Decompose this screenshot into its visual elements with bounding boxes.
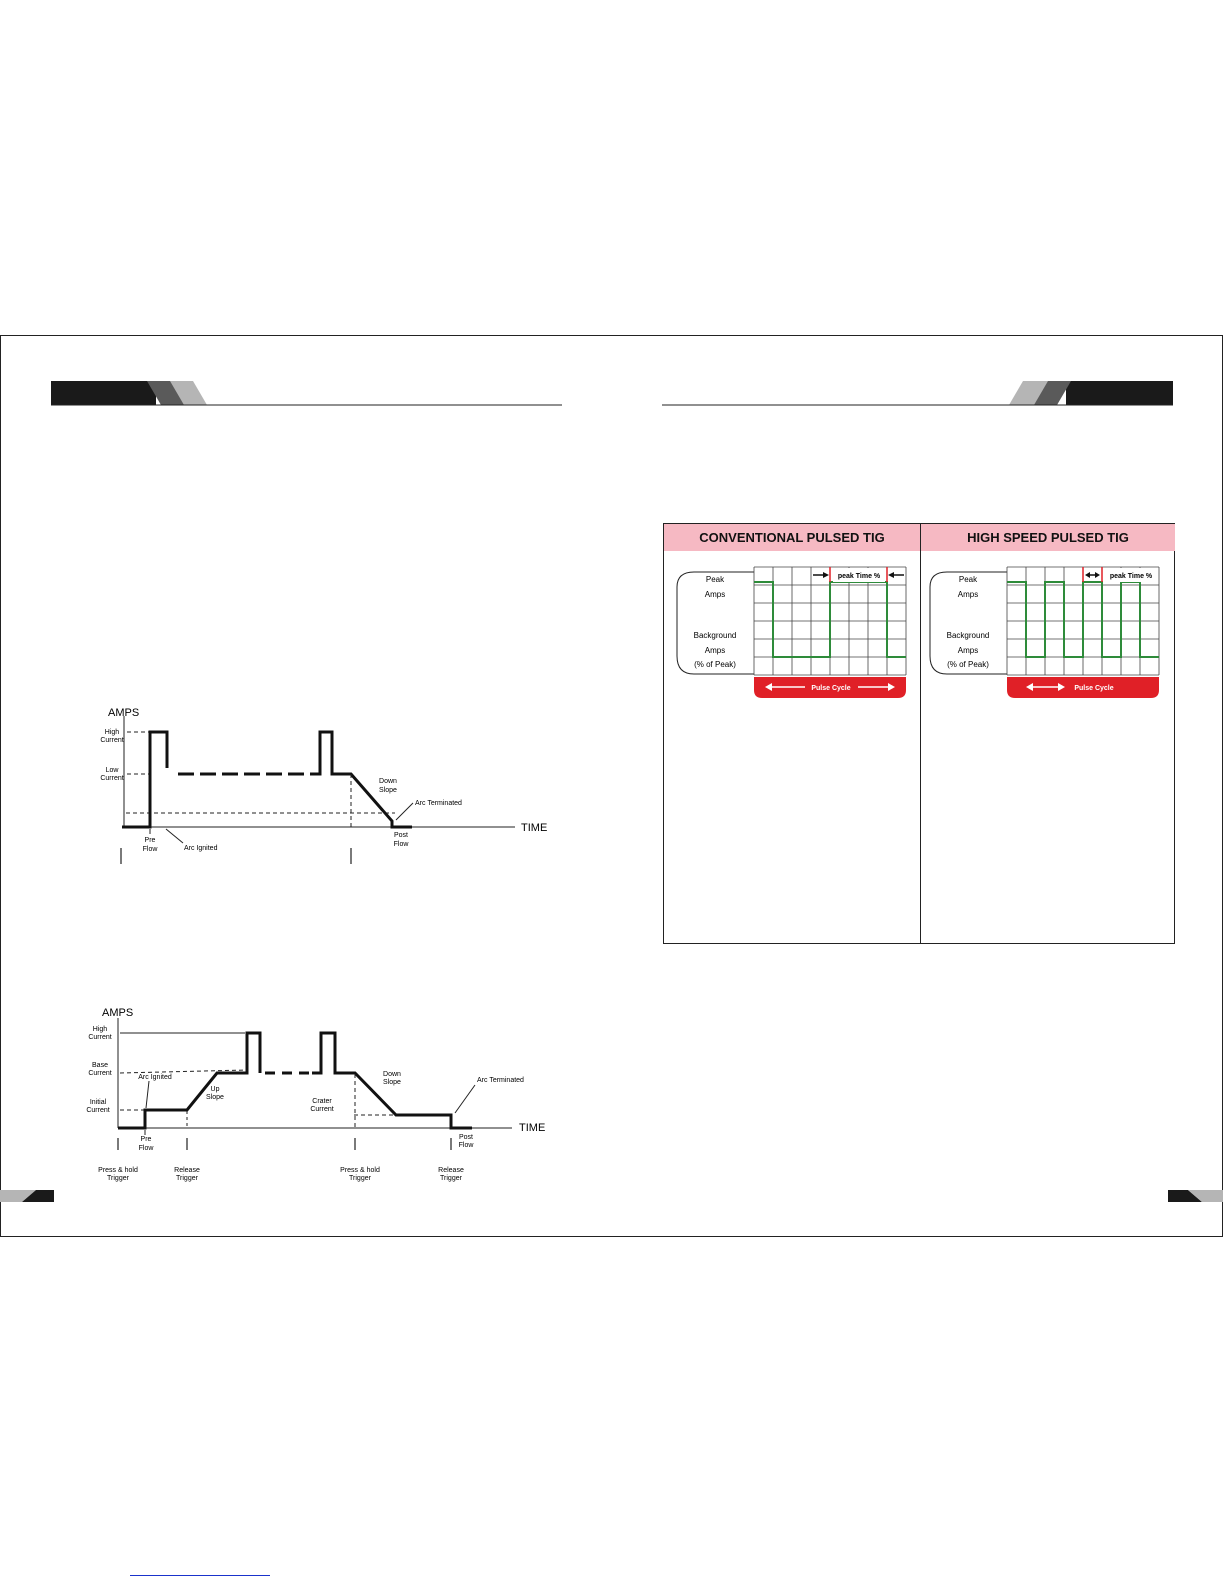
hs-bg-1: Background — [946, 631, 990, 640]
conv-bg-2: Amps — [704, 646, 726, 655]
d2-arc-ignited: Arc Ignited — [138, 1074, 172, 1081]
d1-low-current-1: Low — [105, 767, 119, 774]
d1-high-current-1: High — [104, 729, 120, 736]
d1-post-flow-1: Post — [393, 832, 409, 839]
diagram-1 — [70, 700, 570, 875]
hs-peak-time: peak Time % — [1109, 573, 1153, 580]
d2-press-hold-2a: Press & hold — [340, 1167, 380, 1174]
d2-release-2a: Release — [438, 1167, 464, 1174]
footer-link-underline — [130, 1575, 270, 1576]
d2-base-current-2: Current — [88, 1070, 112, 1077]
d2-high-current-2: Current — [88, 1034, 112, 1041]
d1-amps-label: AMPS — [108, 707, 140, 719]
d1-down-slope-1: Down — [379, 778, 397, 785]
conventional-title: CONVENTIONAL PULSED TIG — [664, 524, 920, 551]
d2-press-hold-1a: Press & hold — [98, 1167, 138, 1174]
high-speed-title: HIGH SPEED PULSED TIG — [920, 524, 1175, 551]
conv-peak-time: peak Time % — [837, 573, 881, 580]
d2-high-current-1: High — [92, 1026, 108, 1033]
d2-release-1b: Trigger — [176, 1175, 198, 1182]
footer-bars — [0, 1190, 1225, 1210]
d2-post-flow-1: Post — [458, 1134, 474, 1141]
conv-peak-1: Peak — [705, 575, 725, 584]
d2-press-hold-1b: Trigger — [107, 1175, 129, 1182]
header-bars — [0, 0, 1225, 420]
d2-time-label: TIME — [519, 1122, 546, 1134]
d2-press-hold-2b: Trigger — [349, 1175, 371, 1182]
d1-arc-ignited: Arc Ignited — [184, 845, 218, 852]
hs-pulse-cycle: Pulse Cycle — [1074, 685, 1114, 692]
d1-time-label: TIME — [521, 822, 548, 834]
d2-post-flow-2: Flow — [458, 1142, 474, 1149]
pulse-graphs — [664, 524, 1174, 943]
d1-high-current-2: Current — [100, 737, 124, 744]
right-header-bar — [662, 381, 1173, 405]
d2-initial-current-2: Current — [86, 1107, 110, 1114]
d2-up-slope-2: Slope — [206, 1094, 224, 1101]
d2-down-slope-2: Slope — [383, 1079, 401, 1086]
d2-pre-flow-1: Pre — [140, 1136, 152, 1143]
diagram-2 — [70, 1000, 570, 1190]
d1-low-current-2: Current — [100, 775, 124, 782]
pulsed-tig-comparison — [663, 523, 1175, 944]
conv-bg-1: Background — [693, 631, 737, 640]
high-speed-panel — [930, 567, 1159, 698]
conv-peak-2: Amps — [704, 590, 726, 599]
hs-bg-3: (% of Peak) — [947, 660, 989, 669]
d2-amps-label: AMPS — [102, 1007, 134, 1019]
d2-down-slope-1: Down — [383, 1071, 401, 1078]
conv-bg-3: (% of Peak) — [694, 660, 736, 669]
hs-bg-2: Amps — [957, 646, 979, 655]
d2-base-current-1: Base — [92, 1062, 108, 1069]
d1-pre-flow-2: Flow — [142, 846, 158, 853]
d2-release-2b: Trigger — [440, 1175, 462, 1182]
hs-peak-2: Amps — [957, 590, 979, 599]
d2-crater-current-2: Current — [310, 1106, 334, 1113]
d2-pre-flow-2: Flow — [138, 1145, 154, 1152]
conventional-panel — [677, 567, 906, 698]
d1-pre-flow-1: Pre — [144, 837, 156, 844]
d2-arc-terminated: Arc Terminated — [477, 1077, 524, 1084]
d1-post-flow-2: Flow — [393, 841, 409, 848]
d2-initial-current-1: Initial — [89, 1099, 107, 1106]
d1-arc-terminated: Arc Terminated — [415, 800, 462, 807]
conv-pulse-cycle: Pulse Cycle — [811, 685, 851, 692]
hs-peak-1: Peak — [958, 575, 978, 584]
d2-release-1a: Release — [174, 1167, 200, 1174]
d2-crater-current-1: Crater — [312, 1098, 332, 1105]
d2-up-slope-1: Up — [210, 1086, 220, 1093]
left-header-bar — [51, 381, 562, 405]
d1-down-slope-2: Slope — [379, 787, 397, 794]
